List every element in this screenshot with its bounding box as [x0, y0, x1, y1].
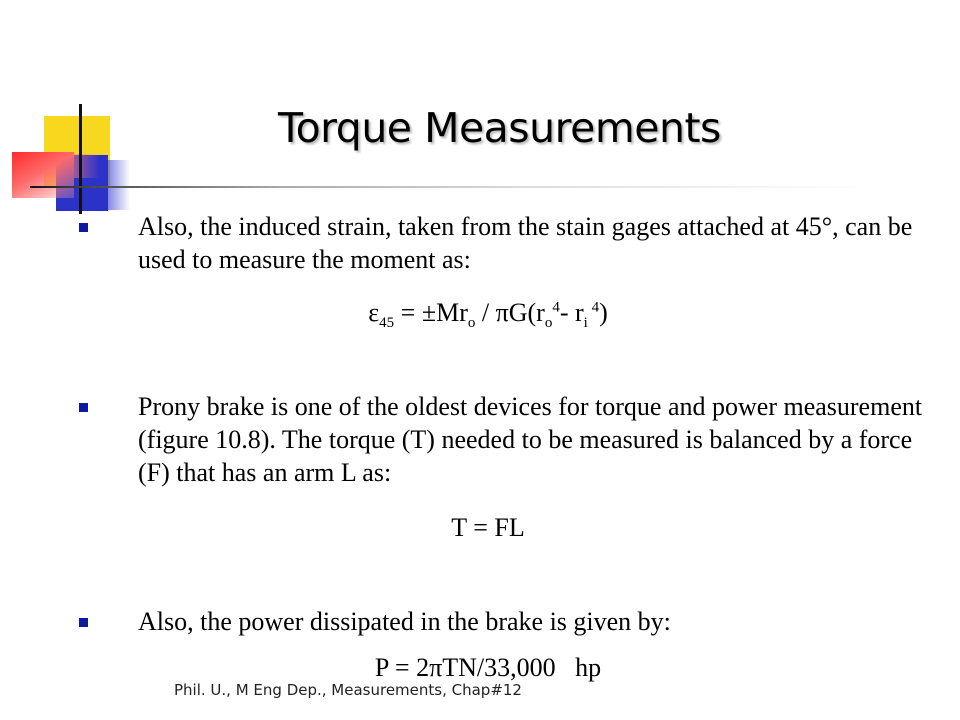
- formula-mid: / πG(r: [475, 298, 545, 327]
- formula-ro-sub: o: [467, 315, 476, 332]
- formula-power: P = 2πTN/33,000 hp: [374, 653, 602, 682]
- bullet-item-strain: [138, 210, 928, 276]
- decor-red-fade: [74, 154, 100, 178]
- bullet-marker: [79, 618, 88, 627]
- bullet-text: Also, the power dissipated in the brake is given by:: [138, 607, 671, 636]
- formula-strain: [138, 296, 838, 332]
- bullet-text: Also, the induced strain, taken from the stain gages attached at 45°, can be used to measure the moment as:: [138, 212, 913, 274]
- bullet-marker: [79, 403, 88, 412]
- slide-title: Torque Measurements: [278, 104, 721, 152]
- formula-ro4-sub: o: [544, 315, 553, 332]
- formula-ri-sup: 4: [587, 299, 600, 316]
- bullet-item-power: [138, 605, 928, 638]
- formula-close: ): [599, 298, 608, 327]
- decor-title-underline: [30, 186, 870, 188]
- formula-torque: T = FL: [451, 513, 525, 542]
- formula-minus: - r: [559, 298, 584, 327]
- formula-epsilon-sub: 45: [379, 315, 395, 332]
- formula-ro4-sup: 4: [552, 299, 560, 316]
- bullet-marker: [79, 223, 88, 232]
- formula-epsilon: ε: [368, 298, 380, 327]
- formula-ri-sub: i: [583, 315, 588, 332]
- formula-lhs: = ±Mr: [394, 298, 468, 327]
- bullet-item-prony-brake: [138, 390, 928, 489]
- decor-blue-fade: [108, 160, 130, 210]
- bullet-text: Prony brake is one of the oldest devices for torque and power measurement (figure 10.8). The torque (T) needed to be measured is balanced by a force (F) that has an arm L as:: [138, 392, 923, 487]
- slide-footer: Phil. U., M Eng Dep., Measurements, Chap#12: [174, 681, 522, 699]
- decor-vertical-line: [79, 104, 82, 214]
- decor-red-square: [12, 152, 74, 198]
